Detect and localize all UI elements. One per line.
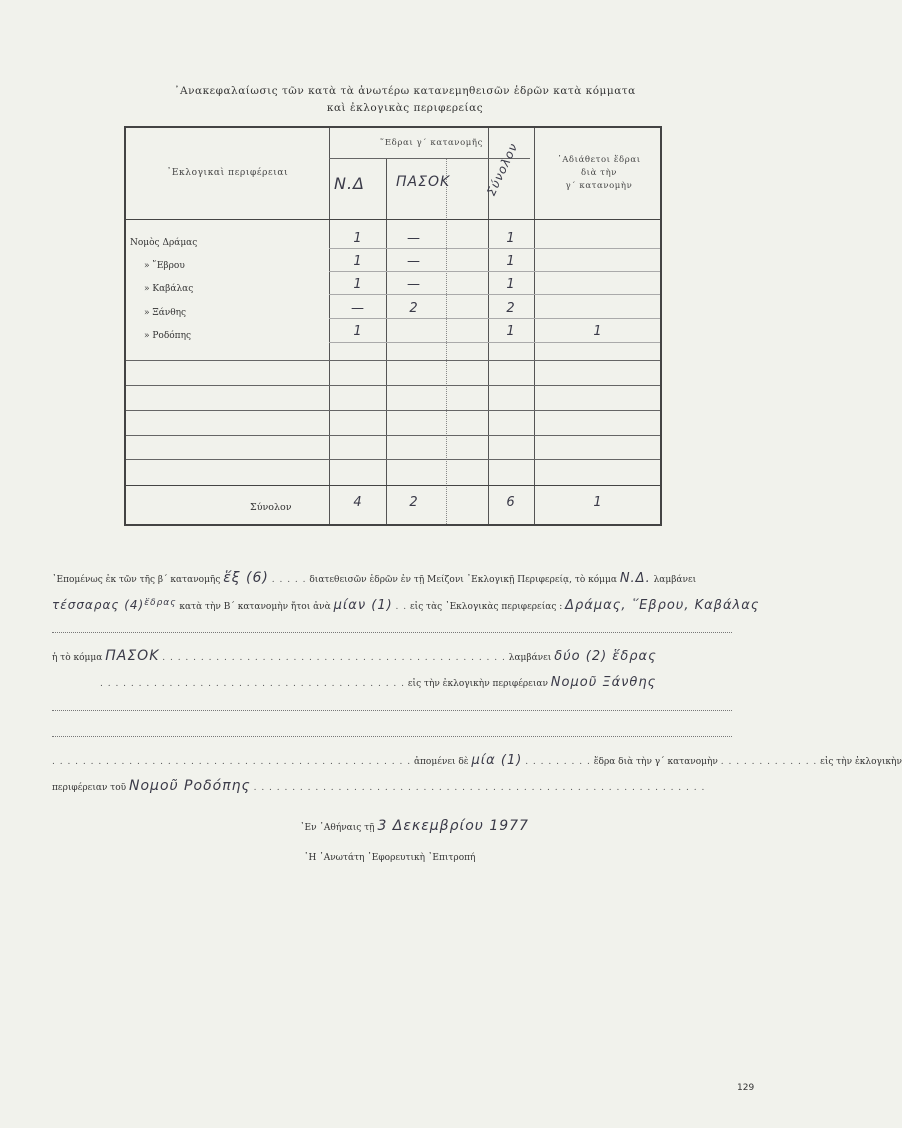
cell-nd: — <box>351 301 365 316</box>
header-total: Σύνολον <box>484 140 521 198</box>
title-line-2: καὶ ἐκλογικὰς περιφερείας <box>326 102 484 114</box>
cell-pasok: — <box>407 277 421 292</box>
summary-table <box>124 126 662 526</box>
text-line-8: περιφέρειαν τοῦ Νομοῦ Ροδόπης . . . . . . . . . . . . . . . . . . . . . . . . . . . . . . . . . . . . . . . . . . . . . . . . . . . . . . . . . . . <box>52 778 706 794</box>
cell-total: 1 <box>506 231 516 246</box>
sum-unused: 1 <box>593 495 603 510</box>
cell-total: 1 <box>506 277 516 292</box>
header-party-nd: Ν.Δ <box>334 174 365 193</box>
cell-pasok: 2 <box>409 301 419 316</box>
date-line: ᾿Εν ᾿Αθήναις τῇ 3 Δεκεμβρίου 1977 <box>300 818 529 834</box>
cell-nd: 1 <box>353 277 363 292</box>
header-party-pasok: ΠΑΣΟΚ <box>396 174 451 190</box>
cell-total: 1 <box>506 254 516 269</box>
header-unused-seats: ᾿Αδιάθετοι ἕδραι διὰ τὴν γ΄ κατανομὴν <box>557 155 641 191</box>
header-third-allocation: ῞Εδραι γ΄ κατανομῆς <box>380 138 483 148</box>
page-number: 129 <box>737 1083 755 1093</box>
cell-pasok: — <box>407 254 421 269</box>
sum-pasok: 2 <box>409 495 419 510</box>
cell-nd: 1 <box>353 254 363 269</box>
row-label: » Ξάνθης <box>144 308 187 318</box>
page-title <box>0 83 810 117</box>
cell-nd: 1 <box>353 231 363 246</box>
title-line-1: ᾿Ανακεφαλαίωσις τῶν κατὰ τὰ ἀνωτέρω κατανεμηθεισῶν ἑδρῶν κατὰ κόμματα <box>174 85 636 97</box>
cell-total: 2 <box>506 301 516 316</box>
text-line-7: . . . . . . . . . . . . . . . . . . . . . . . . . . . . . . . . . . . . . . . . . . . . . . . ἀπομένει δὲ μία (1) . . . . . . . . . ἕδρα διὰ τὴν γ΄ κατανομὴν . . . . . . . . . . . . . εἰς τὴν ἐκλογικὴν <box>52 753 902 768</box>
sum-total: 6 <box>506 495 516 510</box>
text-line-2: τέσσαρας $(4)^{ἕ\delta\rho\alpha\varsigma}$ κατὰ τὴν Β΄ κατανομὴν ἤτοι ἀνὰ μίαν (1) . . εἰς τὰς ᾿Εκλογικὰς περιφερείας : Δράμας, ῞Εβρου, Καβάλας <box>52 598 760 613</box>
row-label: » Ροδόπης <box>144 331 192 341</box>
signature-line: ῾Η ᾿Ανωτάτη ᾿Εφορευτικὴ ᾿Επιτροπή <box>304 853 476 863</box>
cell-pasok: — <box>407 231 421 246</box>
text-line-4: . . . . . . . . . . . . . . . . . . . . . . . . . . . . . . . . . . . . . . . . εἰς τὴν ἐκλογικὴν περιφέρειαν Νομοῦ Ξάνθης <box>100 675 657 690</box>
sum-label: Σύνολον <box>250 502 292 513</box>
cell-nd: 1 <box>353 324 363 339</box>
text-line-1: ᾿Επομένως ἐκ τῶν τῆς β΄ κατανομῆς ἕξ (6) . . . . . διατεθεισῶν ἑδρῶν ἐν τῇ Μείζονι ᾿Εκλογικῇ Περιφερείᾳ, τὸ κόμμα Ν.Δ. λαμβάνει <box>52 570 697 586</box>
cell-unused: 1 <box>593 324 603 339</box>
header-regions: ᾿Εκλογικαὶ περιφέρειαι <box>166 168 289 178</box>
sum-nd: 4 <box>353 495 363 510</box>
row-label: Νομὸς Δράμας <box>130 238 198 248</box>
row-label: » Καβάλας <box>144 284 194 294</box>
cell-total: 1 <box>506 324 516 339</box>
row-label: » ῞Εβρου <box>144 261 185 271</box>
text-line-3: ἡ τὸ κόμμα ΠΑΣΟΚ . . . . . . . . . . . . . . . . . . . . . . . . . . . . . . . . . . . . . . . . . . . . . λαμβάνει δύο (2) ἕδρας <box>52 648 657 664</box>
